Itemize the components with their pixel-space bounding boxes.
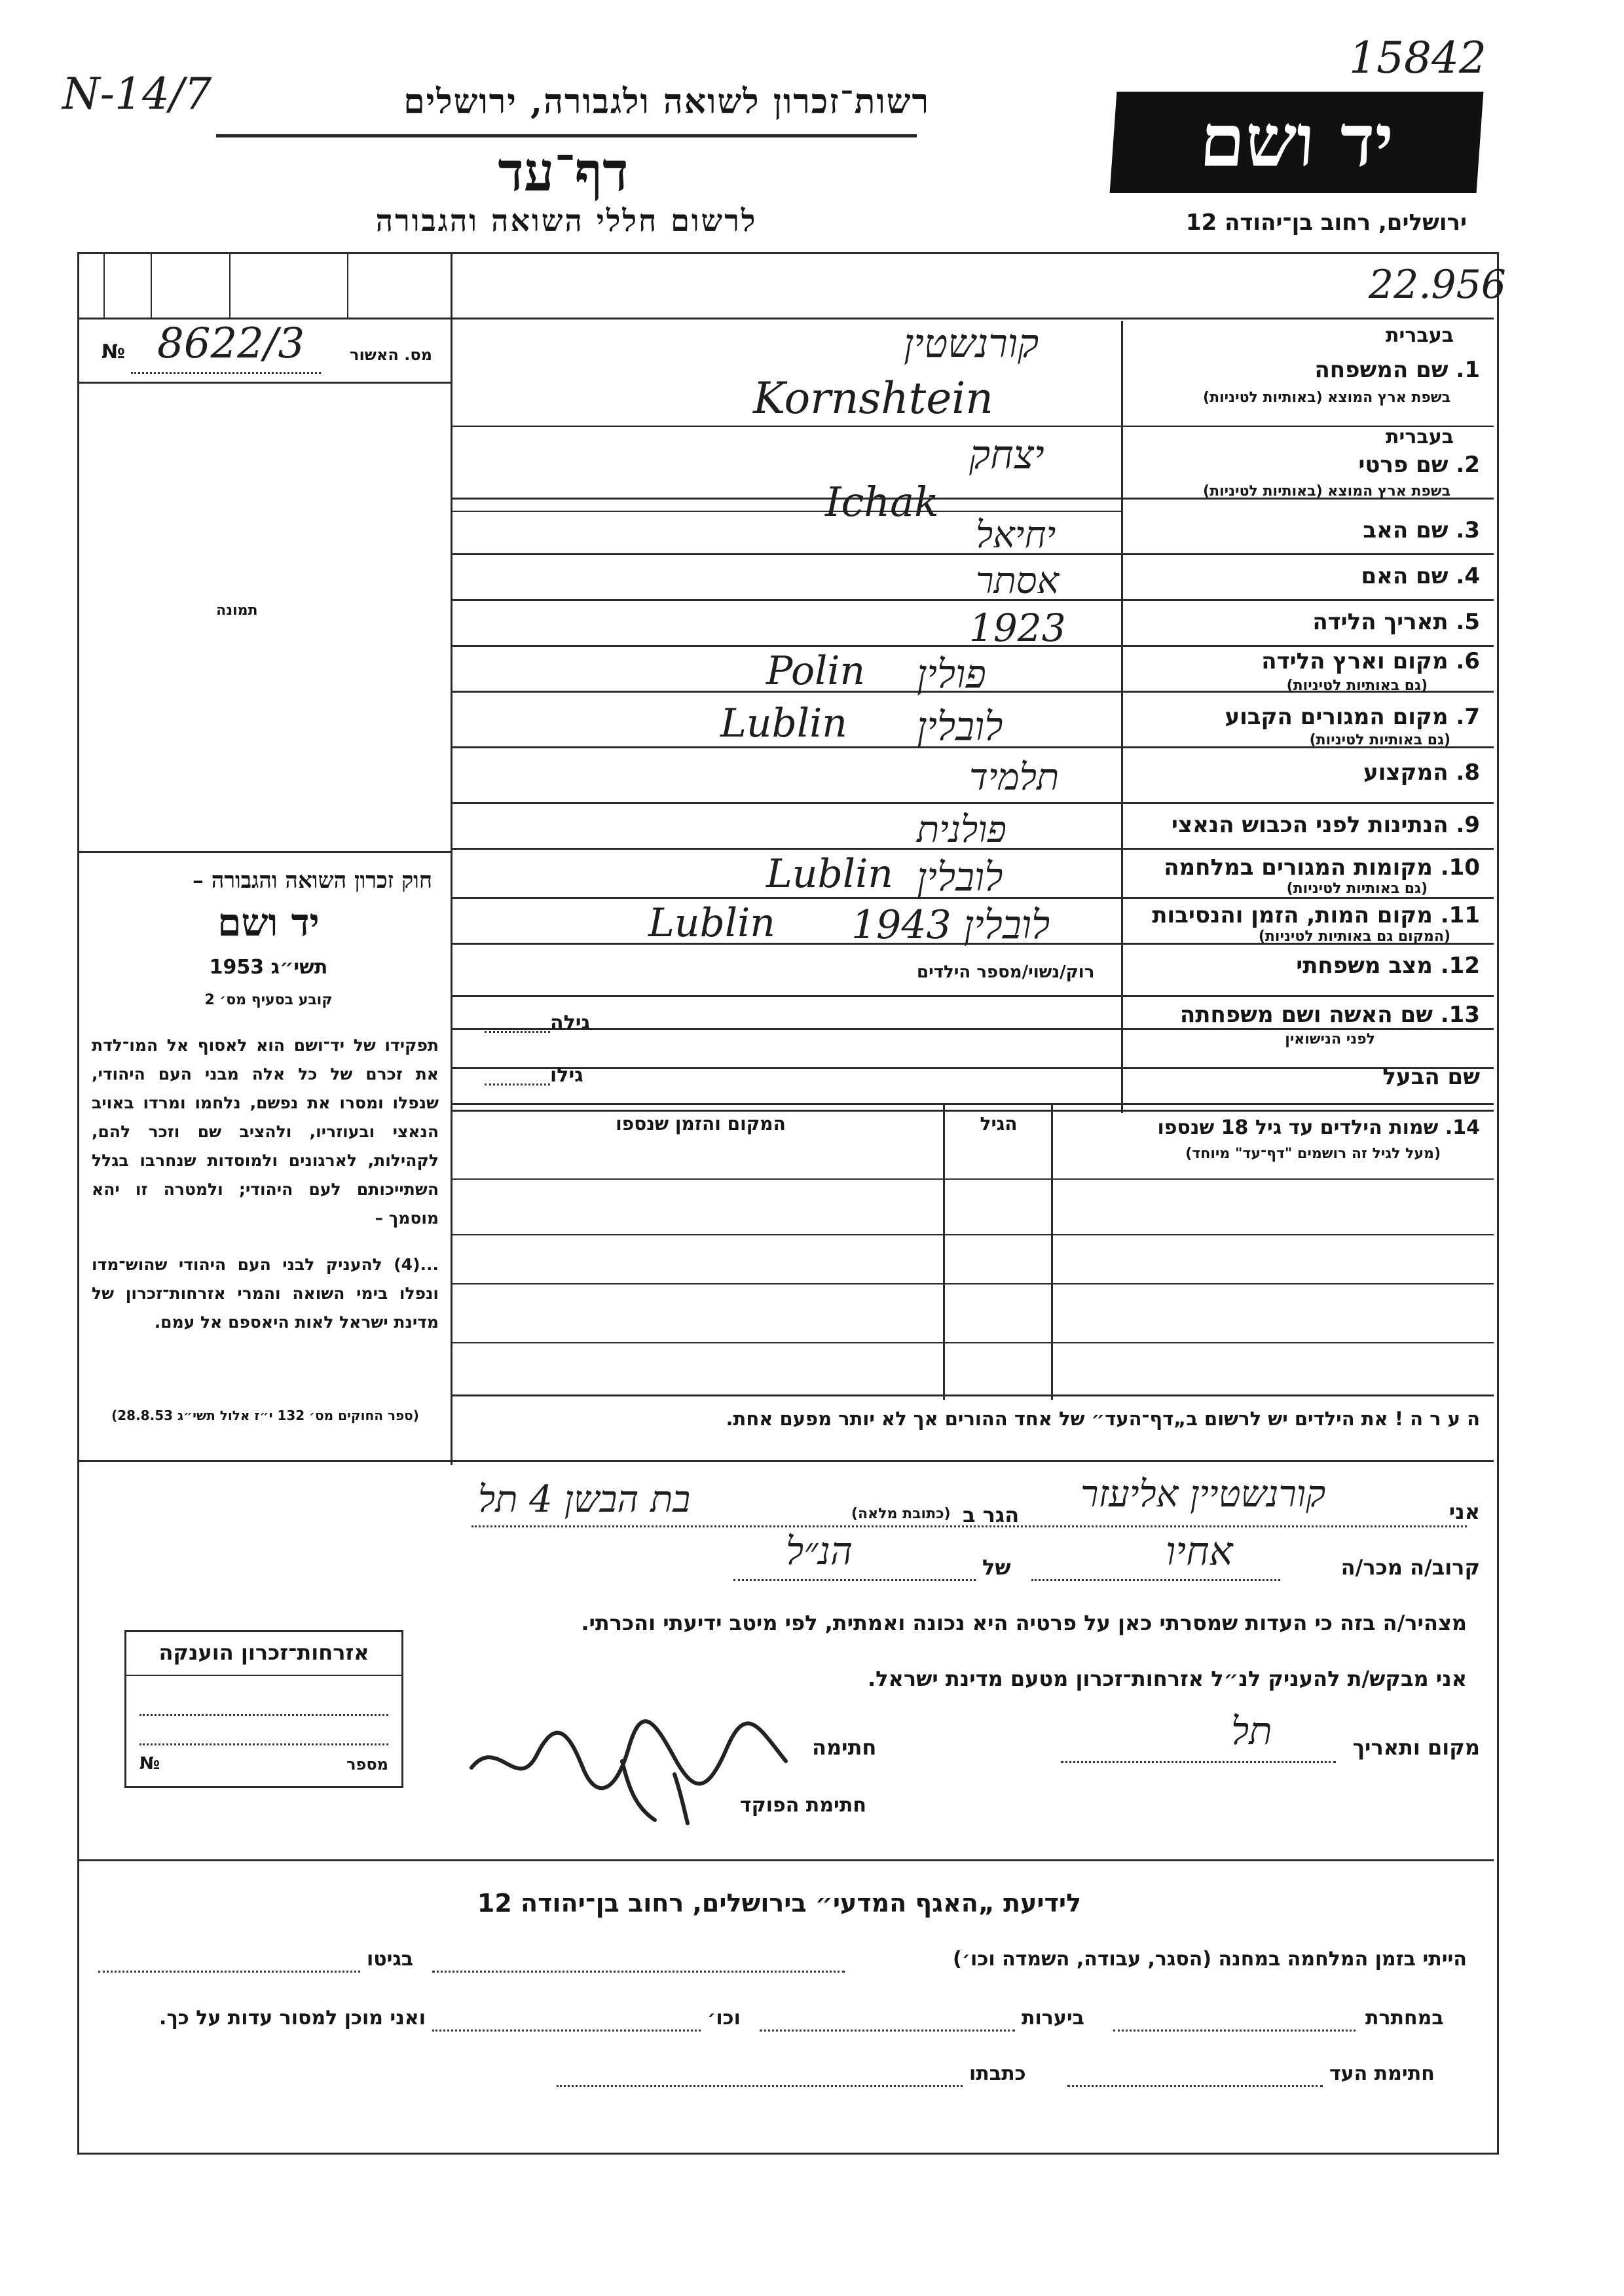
approval-label: מס. האשור: [350, 346, 432, 364]
footer-ready-to-testify: ואני מוכן למסור עדות על כך.: [159, 2007, 426, 2030]
children-row-line: [452, 1342, 1494, 1343]
field-label-death: 11. מקום המות, הזמן והנסיבות: [1152, 902, 1480, 928]
footer-ghetto-label: בגיטו: [367, 1948, 414, 1971]
wife-age-dots: [485, 1031, 550, 1033]
children-age-header: הגיל: [980, 1113, 1018, 1135]
citizenship-number-label: מספר: [346, 1755, 388, 1774]
field-label-first-name: 2. שם פרטי: [1358, 452, 1480, 478]
footer-witness-signature-label: חתימת העד: [1329, 2062, 1435, 2085]
witness-address: בת הבשן 4 תל: [478, 1478, 691, 1521]
field-label-family-name: 1. שם המשפחה: [1314, 357, 1480, 383]
value-birth-date: 1923: [969, 606, 1066, 650]
forests-dots: [760, 2030, 1015, 2032]
of-dots: [733, 1579, 976, 1581]
citizenship-box-line: [126, 1675, 401, 1676]
photo-bottom-line: [79, 851, 451, 853]
value-occupation: תלמיד: [969, 756, 1060, 799]
citizenship-no-sign: №: [139, 1754, 160, 1774]
row-line: [452, 1028, 1494, 1030]
etc-dots: [432, 2030, 701, 2032]
resides-label: הגר ב: [963, 1503, 1020, 1527]
authority-underline: [216, 134, 917, 137]
authority-title: רשות־זכרון לשואה ולגבורה, ירושלים: [403, 82, 930, 122]
record-number: 22.956: [1369, 262, 1506, 308]
value-wartime-residence-he: לובלין: [917, 854, 1003, 900]
value-death-he: לובלין 1943: [851, 902, 1050, 948]
value-wartime-residence-lat: Lublin: [766, 851, 893, 897]
value-first-name-he: יצחק: [969, 432, 1044, 478]
field-label-marital-status: 12. מצב משפחתי: [1296, 953, 1480, 979]
witness-name: קורנשטיין אליעזר: [1080, 1473, 1326, 1516]
place-date-dots: [1061, 1761, 1336, 1763]
stripe: [347, 254, 348, 319]
marital-status-options: רוק/נשוי/מספר הילדים: [917, 962, 1095, 982]
row-line: [452, 511, 1121, 512]
children-bottom-line: [452, 1394, 1494, 1396]
children-header-line: [452, 1178, 1494, 1180]
children-place-header: המקום והזמן שנספו: [616, 1113, 786, 1135]
row-line: [452, 426, 1494, 427]
field-label-residence: 7. מקום המגורים הקבוע: [1225, 704, 1480, 730]
label-column-divider: [1121, 321, 1123, 1113]
law-name: יד ושם: [217, 900, 320, 945]
row-line: [452, 995, 1494, 997]
field-sub-death: (המקום גם באותיות לטיניות): [1258, 928, 1450, 945]
value-residence-he: לובלין: [917, 704, 1003, 750]
official-signature-label: חתימת הפוקד: [740, 1794, 866, 1817]
form-subtitle: לרשום חללי השואה והגבורה: [375, 203, 758, 238]
field-label-nationality: 9. הנתינות לפני הכבוש הנאצי: [1171, 812, 1480, 838]
approval-number: 8622/3: [157, 319, 305, 368]
row-line: [452, 553, 1494, 555]
hebrew-tag: בעברית: [1386, 324, 1454, 347]
field-sub-wife-name: לפני הנישואין: [1285, 1031, 1375, 1048]
law-title: חוק זכרון השואה והגבורה –: [192, 867, 432, 894]
field-label-birth-place: 6. מקום וארץ הלידה: [1261, 648, 1480, 674]
children-label: 14. שמות הילדים עד גיל 18 שנספו: [1157, 1116, 1480, 1139]
children-row-line: [452, 1234, 1494, 1235]
law-citation: (ספר החוקים מס׳ 132 י״ז אלול תשי״ג 28.8.53): [111, 1408, 419, 1423]
row-line: [452, 802, 1494, 804]
field-sub-family-name: בשפת ארץ המוצא (באותיות לטיניות): [1203, 390, 1450, 406]
law-paragraph-citizenship: ...(4) להעניק לבני העם היהודי שהוש־מדו ונפלו בימי השואה והמרי אזרחות־זכרון של מדינת ישראל לאות היאספם אל עמם.: [92, 1255, 439, 1332]
children-top-line: [452, 1103, 1494, 1105]
value-mother-name: אסתר: [976, 560, 1060, 602]
value-nationality: פולנית: [917, 809, 1006, 851]
stripe: [103, 254, 105, 319]
field-label-birth-date: 5. תאריך הלידה: [1312, 609, 1480, 635]
logo-text: יד ושם: [1197, 98, 1397, 183]
corner-serial-note: 15842: [1349, 33, 1486, 83]
citizenship-box-title: אזרחות־זכרון הוענקה: [158, 1640, 369, 1665]
citizenship-box-dots: [139, 1714, 388, 1716]
field-label-father-name: 3. שם האב: [1363, 517, 1480, 543]
form-title: דף־עד: [498, 141, 629, 204]
underground-dots: [1113, 2030, 1356, 2032]
law-section: קובע בסעיף מס׳ 2: [204, 992, 333, 1008]
signature-label: חתימה: [812, 1735, 877, 1760]
declaration-ani: אני: [1449, 1499, 1480, 1524]
field-label-occupation: 8. המקצוע: [1363, 759, 1480, 786]
witness-signature-dots: [1067, 2085, 1323, 2087]
footer-etc-label: וכו׳: [707, 2007, 741, 2030]
approval-dots: [131, 372, 321, 374]
value-family-name-lat: Kornshtein: [753, 373, 993, 424]
field-label-mother-name: 4. שם האם: [1361, 563, 1480, 589]
stripe: [229, 254, 231, 319]
value-death-lat: Lublin: [648, 900, 775, 946]
footer-address-label: כתבתו: [969, 2062, 1026, 2085]
field-sub-wartime-residence: (גם באותיות לטיניות): [1286, 881, 1428, 897]
approval-no-sign: №: [101, 340, 126, 363]
field-label-wartime-residence: 10. מקומות המגורים במלחמה: [1164, 854, 1480, 881]
header-address: ירושלים, רחוב בן־יהודה 12: [1185, 210, 1467, 236]
footer-top-line: [79, 1859, 1494, 1861]
footer-forests-label: ביערות: [1022, 2007, 1084, 2030]
declaration-statement: מצהיר/ה בזה כי העדות שמסרתי כאן על פרטיה היא נכונה ואמתית, לפי מיטב ידיעתי והכרתי.: [581, 1611, 1467, 1635]
of-label: של: [982, 1555, 1011, 1580]
field-sub-residence: (גם באותיות לטיניות): [1309, 732, 1450, 748]
children-row-line: [452, 1283, 1494, 1285]
footer-underground-label: במחתרת: [1365, 2007, 1444, 2030]
children-col-divider: [943, 1105, 945, 1400]
camp-dots: [432, 1971, 845, 1973]
husband-age-label: גילו: [550, 1064, 583, 1087]
of-value: הנ״ל: [786, 1529, 853, 1573]
citizenship-box: [124, 1630, 403, 1788]
value-first-name-lat: Ichak: [825, 478, 939, 526]
law-year: תשי״ג 1953: [209, 956, 328, 979]
value-birth-place-he: פולין: [917, 651, 986, 697]
footer-title: לידיעת „האגף המדעי״ בירושלים, רחוב בן־יהודה 12: [477, 1889, 1082, 1918]
value-father-name: יחיאל: [976, 514, 1056, 556]
place-date-value: תל: [1231, 1709, 1272, 1753]
children-col-divider: [1051, 1105, 1053, 1400]
place-date-label: מקום ותאריך: [1352, 1735, 1480, 1760]
witness-address-dots: [557, 2085, 963, 2087]
law-paragraph-purpose: תפקידו של יד־ושם הוא לאסוף אל המו־לדת את זכרם של כל אלה מבני העם היהודי, שנפלו ומסרו את נפשם, נלחמו ומרדו באויב הנאצי ובעוזריו, ולהציב שם וזכר להם, לקהילות, לארגונים ולמוסדות שנחרבו בגלל השתייכותם לעם היהודי; ולמטרה זו יהא מוסמך –: [92, 1036, 439, 1228]
husband-age-dots: [485, 1084, 550, 1085]
approval-row-line: [79, 382, 451, 384]
value-family-name-he: קורנשטין: [904, 321, 1039, 367]
relation-dots: [1031, 1579, 1280, 1581]
corner-archive-note: N-14/7: [62, 69, 212, 119]
hebrew-tag: בעברית: [1386, 426, 1454, 448]
row-line: [452, 1110, 1494, 1112]
note-bottom-line: [79, 1460, 1494, 1462]
field-label-wife-name: 13. שם האשה ושם משפחתה: [1179, 1002, 1480, 1028]
value-birth-place-lat: Polin: [766, 648, 866, 694]
citizenship-box-dots: [139, 1743, 388, 1745]
relation-value: אחיו: [1166, 1529, 1233, 1575]
field-sub-birth-place: (גם באותיות לטיניות): [1286, 678, 1428, 694]
address-hint: (כתובת מלאה): [851, 1506, 951, 1522]
field-label-husband-name: שם הבעל: [1382, 1064, 1480, 1090]
photo-label: תמונה: [216, 602, 258, 619]
ghetto-dots: [98, 1971, 360, 1973]
declaration-request: אני מבקש/ת להעניק לנ״ל אזרחות־זכרון מטעם מדינת ישראל.: [868, 1666, 1467, 1691]
children-note: ה ע ר ה ! את הילדים יש לרשום ב„דף־העד״ של אחד ההורים אך לא יותר מפעם אחת.: [726, 1408, 1480, 1430]
row-line: [452, 599, 1494, 601]
children-sub: (מעל לגיל זה רושמים "דף־עד" מיוחד): [1185, 1146, 1441, 1162]
value-residence-lat: Lublin: [720, 701, 847, 746]
relation-label: קרוב/ה מכר/ה: [1340, 1555, 1480, 1580]
field-sub-first-name: בשפת ארץ המוצא (באותיות לטיניות): [1203, 483, 1450, 500]
yad-vashem-logo: [1110, 92, 1484, 193]
stripe: [151, 254, 152, 319]
footer-camp-label: הייתי בזמן המלחמה במחנה (הסגר, עבודה, השמדה וכו׳): [953, 1948, 1467, 1971]
wife-age-label: גילה: [550, 1011, 590, 1034]
row-line: [452, 1067, 1494, 1069]
